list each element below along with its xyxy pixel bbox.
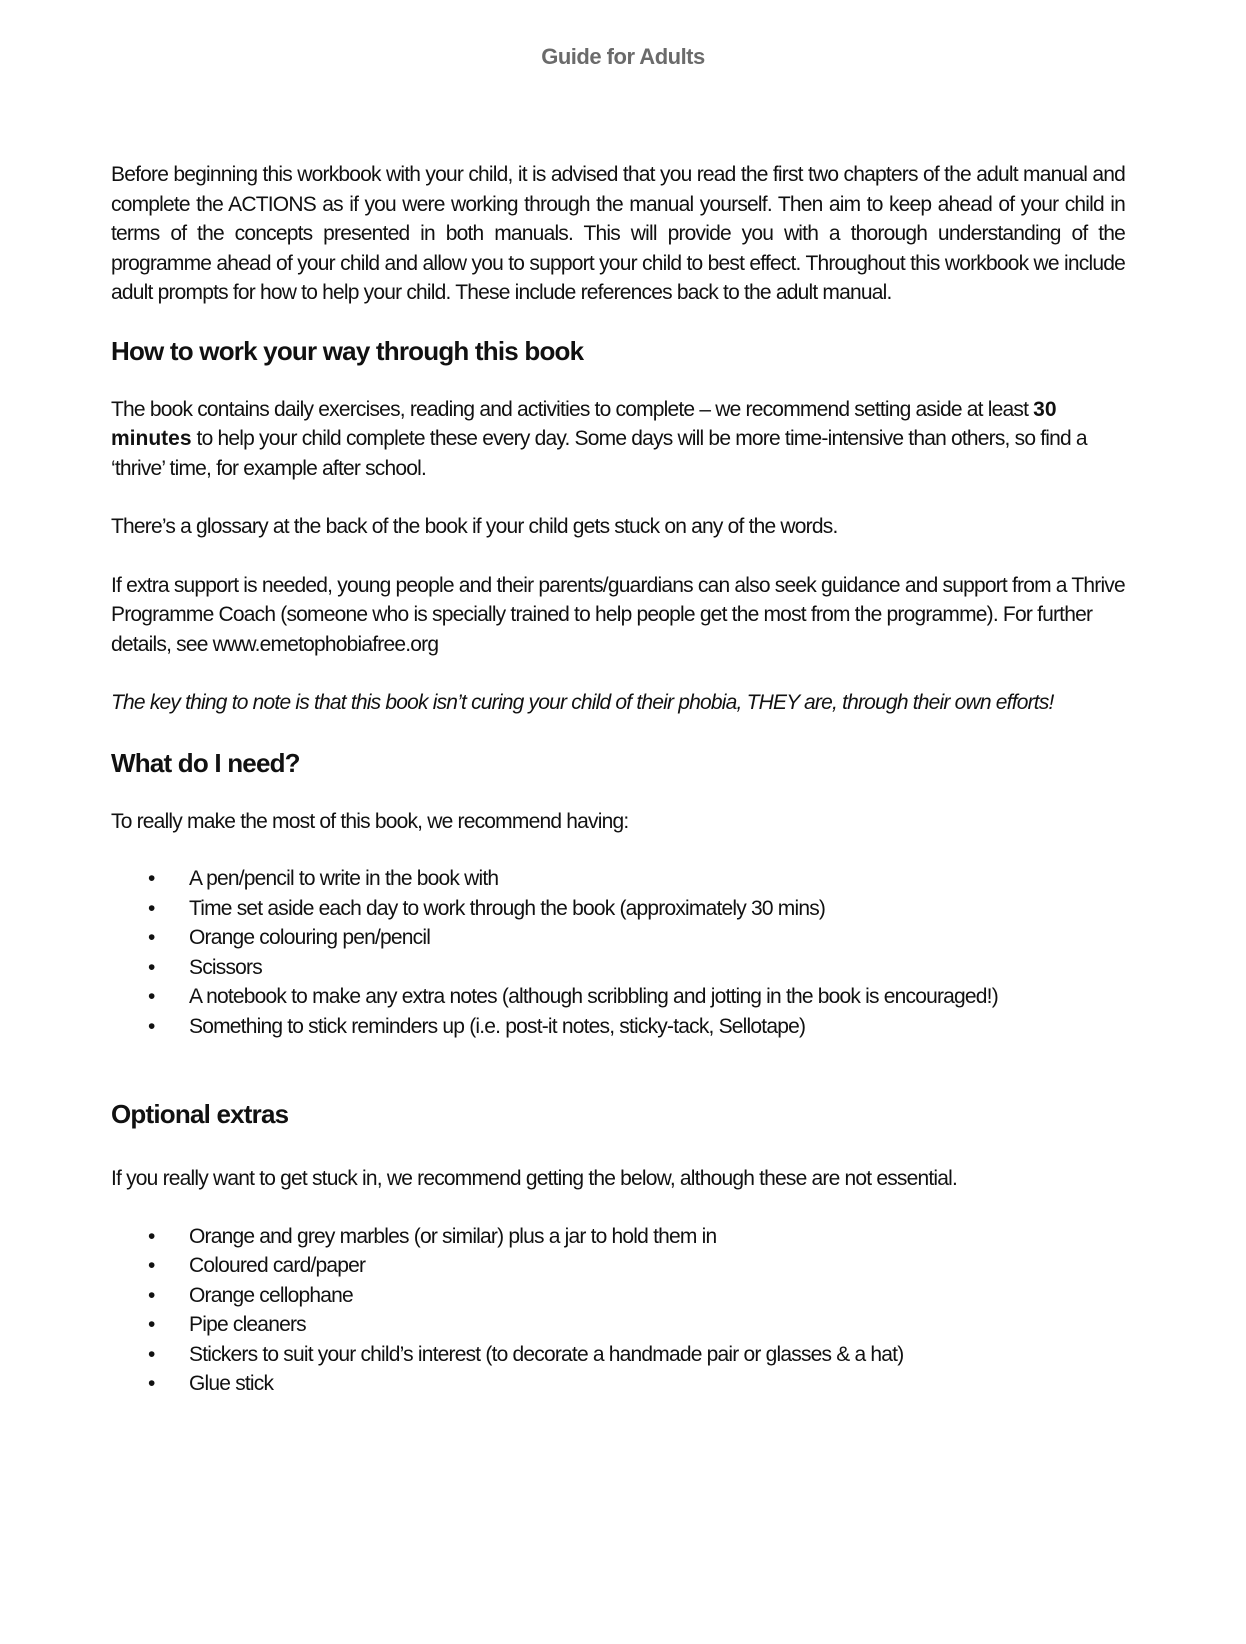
- bullet-icon: •: [148, 867, 155, 890]
- bullet-icon: •: [148, 1372, 155, 1395]
- list-item: • A notebook to make any extra notes (although scribbling and jotting in the book is encouraged!): [111, 982, 1125, 1012]
- need-list: [111, 864, 1125, 1041]
- bullet-icon: •: [148, 1342, 155, 1366]
- key-note: The key thing to note is that this book isn’t curing your child of their phobia, THEY are, through their own efforts!: [111, 691, 1054, 714]
- need-intro: To really make the most of this book, we recommend having:: [111, 809, 629, 833]
- bullet-icon: •: [148, 926, 155, 949]
- bullet-icon: •: [148, 955, 155, 979]
- list-item: • Orange and grey marbles (or similar) plus a jar to hold them in: [111, 1222, 1125, 1252]
- list-item: • A pen/pencil to write in the book with: [111, 864, 1125, 894]
- glossary-paragraph: There’s a glossary at the back of the book if your child gets stuck on any of the words.: [111, 515, 838, 538]
- bullet-icon: •: [148, 896, 155, 920]
- page-header: Guide for Adults: [541, 44, 705, 69]
- bold-30-minutes: 30 minutes: [111, 397, 1057, 450]
- list-item: • Time set aside each day to work through the book (approximately 30 mins): [111, 894, 1125, 924]
- section-heading-what-do-i-need: What do I need?: [111, 747, 300, 778]
- bullet-icon: •: [148, 1283, 155, 1307]
- bullet-icon: •: [148, 1224, 155, 1248]
- bullet-icon: •: [148, 1014, 155, 1038]
- section-heading-how-to: How to work your way through this book: [111, 335, 584, 366]
- extras-list: [111, 1222, 1125, 1399]
- bullet-icon: •: [148, 1254, 155, 1277]
- list-item: • Glue stick: [111, 1369, 1125, 1399]
- list-item: • Stickers to suit your child’s interest (to decorate a handmade pair or glasses & a hat): [111, 1340, 1125, 1370]
- list-item: • Coloured card/paper: [111, 1251, 1125, 1281]
- list-item: • Orange cellophane: [111, 1281, 1125, 1311]
- support-paragraph: If extra support is needed, young people and their parents/guardians can also seek guidance and support from a Thrive Programme Coach (someone who is specially trained to help people get the most from the programme). For further details, see www.emetophobiafree.org: [111, 573, 1125, 656]
- bullet-icon: •: [148, 1313, 155, 1336]
- intro-paragraph: Before beginning this workbook with your child, it is advised that you read the first two chapters of the adult manual and complete the ACTIONS as if you were working through the manual yourself. Then aim to keep ahead of your child in terms of the concepts presented in both manuals. This will provide you with a thorough understanding of the programme ahead of your child and allow you to support your child to best effect. Throughout this workbook we include adult prompts for how to help your child. These include references back to the adult manual.: [111, 163, 1125, 304]
- list-item: • Orange colouring pen/pencil: [111, 923, 1125, 953]
- how-to-paragraph-1: [111, 395, 1125, 484]
- how-to-text-before: The book contains daily exercises, reading and activities to complete – we recommend setting aside at least: [111, 397, 1034, 421]
- list-item: • Something to stick reminders up (i.e. post-it notes, sticky-tack, Sellotape): [111, 1012, 1125, 1042]
- bullet-icon: •: [148, 985, 155, 1008]
- extras-intro: If you really want to get stuck in, we recommend getting the below, although these are not essential.: [111, 1167, 958, 1190]
- page-content: [111, 160, 1125, 1399]
- list-item: • Scissors: [111, 953, 1125, 983]
- how-to-text-after: to help your child complete these every day. Some days will be more time-intensive than others, so find a ‘thrive’ time, for example after school.: [111, 427, 1087, 480]
- section-heading-optional-extras: Optional extras: [111, 1099, 289, 1129]
- list-item: • Pipe cleaners: [111, 1310, 1125, 1340]
